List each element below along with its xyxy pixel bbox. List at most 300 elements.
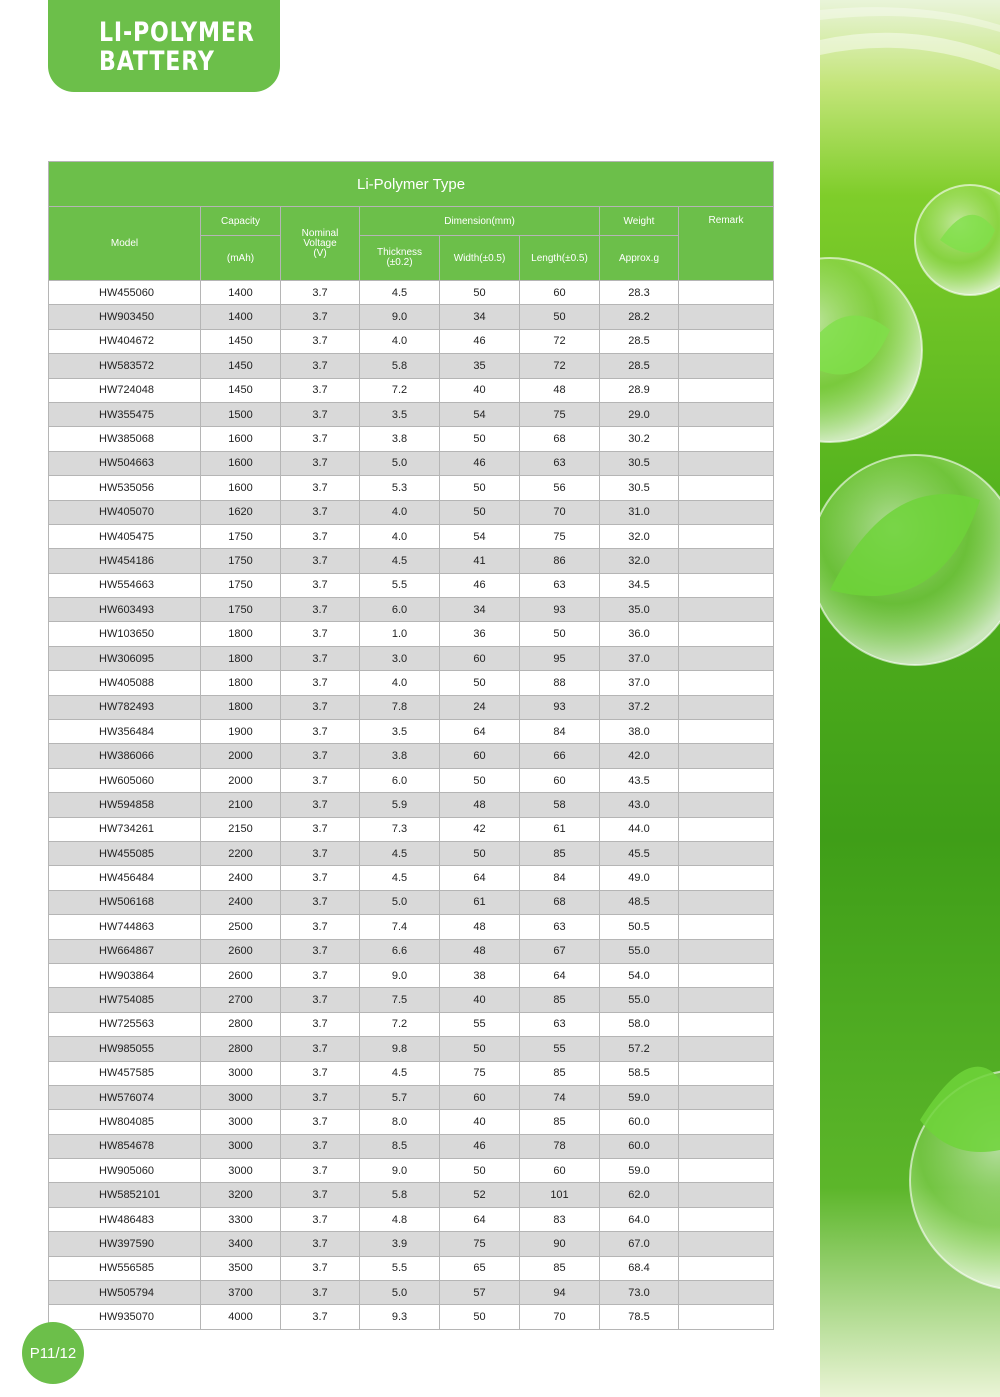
weight-cell: 58.0	[600, 1012, 679, 1036]
remark-header: Remark	[679, 207, 774, 281]
table-title: Li-Polymer Type	[49, 162, 774, 207]
width-cell: 50	[440, 841, 520, 865]
brand-title-line1: LI-POLYMER	[99, 17, 255, 48]
voltage-cell: 3.7	[281, 1305, 360, 1329]
width-cell: 57	[440, 1281, 520, 1305]
remark-cell	[679, 1232, 774, 1256]
remark-cell	[679, 646, 774, 670]
capacity-cell: 2200	[201, 841, 281, 865]
width-cell: 64	[440, 720, 520, 744]
length-cell: 60	[520, 1159, 600, 1183]
weight-cell: 37.0	[600, 646, 679, 670]
thickness-cell: 1.0	[360, 622, 440, 646]
capacity-cell: 1800	[201, 695, 281, 719]
thickness-cell: 9.0	[360, 963, 440, 987]
voltage-cell: 3.7	[281, 500, 360, 524]
remark-cell	[679, 1012, 774, 1036]
remark-cell	[679, 793, 774, 817]
thickness-header-line1: Thickness	[376, 247, 422, 258]
capacity-cell: 2700	[201, 988, 281, 1012]
table-row	[49, 841, 774, 865]
remark-cell	[679, 549, 774, 573]
width-cell: 75	[440, 1232, 520, 1256]
capacity-cell: 2150	[201, 817, 281, 841]
model-cell: HW935070	[49, 1305, 201, 1329]
capacity-cell: 3700	[201, 1281, 281, 1305]
voltage-cell: 3.7	[281, 841, 360, 865]
length-cell: 50	[520, 305, 600, 329]
model-cell: HW306095	[49, 646, 201, 670]
voltage-header-line2: Voltage	[303, 237, 337, 249]
remark-cell	[679, 939, 774, 963]
weight-cell: 28.5	[600, 354, 679, 378]
capacity-cell: 1800	[201, 646, 281, 670]
weight-cell: 36.0	[600, 622, 679, 646]
length-cell: 93	[520, 695, 600, 719]
thickness-cell: 7.2	[360, 378, 440, 402]
width-cell: 34	[440, 598, 520, 622]
remark-cell	[679, 476, 774, 500]
capacity-cell: 2600	[201, 939, 281, 963]
length-cell: 60	[520, 768, 600, 792]
voltage-cell: 3.7	[281, 354, 360, 378]
thickness-cell: 5.8	[360, 354, 440, 378]
thickness-cell: 4.5	[360, 866, 440, 890]
width-cell: 55	[440, 1012, 520, 1036]
width-cell: 48	[440, 793, 520, 817]
length-cell: 94	[520, 1281, 600, 1305]
capacity-cell: 1800	[201, 671, 281, 695]
remark-cell	[679, 1281, 774, 1305]
table-row	[49, 1281, 774, 1305]
remark-cell	[679, 451, 774, 475]
capacity-cell: 1450	[201, 354, 281, 378]
thickness-cell: 3.8	[360, 427, 440, 451]
table-row	[49, 451, 774, 475]
voltage-cell: 3.7	[281, 1256, 360, 1280]
remark-cell	[679, 963, 774, 987]
remark-cell	[679, 866, 774, 890]
model-cell: HW404672	[49, 329, 201, 353]
length-cell: 60	[520, 281, 600, 305]
remark-cell	[679, 378, 774, 402]
voltage-cell: 3.7	[281, 1183, 360, 1207]
weight-header: Weight	[600, 207, 679, 236]
model-cell: HW455060	[49, 281, 201, 305]
thickness-cell: 4.5	[360, 841, 440, 865]
weight-cell: 78.5	[600, 1305, 679, 1329]
length-cell: 72	[520, 329, 600, 353]
brand-title	[99, 18, 255, 76]
capacity-cell: 1620	[201, 500, 281, 524]
length-cell: 68	[520, 427, 600, 451]
model-cell: HW583572	[49, 354, 201, 378]
width-cell: 50	[440, 768, 520, 792]
voltage-cell: 3.7	[281, 890, 360, 914]
capacity-cell: 2800	[201, 1012, 281, 1036]
table-row	[49, 524, 774, 548]
model-cell: HW456484	[49, 866, 201, 890]
capacity-cell: 3000	[201, 1134, 281, 1158]
weight-cell: 37.0	[600, 671, 679, 695]
weight-cell: 32.0	[600, 549, 679, 573]
model-cell: HW903450	[49, 305, 201, 329]
length-cell: 83	[520, 1207, 600, 1231]
capacity-cell: 1750	[201, 524, 281, 548]
width-cell: 61	[440, 890, 520, 914]
capacity-cell: 3500	[201, 1256, 281, 1280]
remark-cell	[679, 890, 774, 914]
model-cell: HW782493	[49, 695, 201, 719]
voltage-cell: 3.7	[281, 646, 360, 670]
table-row	[49, 281, 774, 305]
capacity-cell: 1750	[201, 573, 281, 597]
length-cell: 85	[520, 841, 600, 865]
length-cell: 50	[520, 622, 600, 646]
capacity-cell: 2800	[201, 1037, 281, 1061]
width-cell: 60	[440, 1085, 520, 1109]
table-body	[49, 281, 774, 1330]
model-cell: HW554663	[49, 573, 201, 597]
width-cell: 36	[440, 622, 520, 646]
weight-cell: 35.0	[600, 598, 679, 622]
voltage-cell: 3.7	[281, 939, 360, 963]
length-cell: 101	[520, 1183, 600, 1207]
model-cell: HW724048	[49, 378, 201, 402]
thickness-cell: 7.3	[360, 817, 440, 841]
width-cell: 34	[440, 305, 520, 329]
thickness-header	[360, 236, 440, 281]
model-cell: HW504663	[49, 451, 201, 475]
table-row	[49, 354, 774, 378]
weight-cell: 30.2	[600, 427, 679, 451]
capacity-cell: 3400	[201, 1232, 281, 1256]
weight-cell: 28.5	[600, 329, 679, 353]
thickness-cell: 4.0	[360, 671, 440, 695]
weight-cell: 29.0	[600, 402, 679, 426]
dimension-header: Dimension(mm)	[360, 207, 600, 236]
table-row	[49, 402, 774, 426]
model-cell: HW405070	[49, 500, 201, 524]
capacity-cell: 3000	[201, 1110, 281, 1134]
remark-cell	[679, 598, 774, 622]
voltage-cell: 3.7	[281, 1159, 360, 1183]
capacity-cell: 3200	[201, 1183, 281, 1207]
capacity-cell: 1400	[201, 305, 281, 329]
voltage-cell: 3.7	[281, 1281, 360, 1305]
capacity-cell: 1450	[201, 329, 281, 353]
model-cell: HW455085	[49, 841, 201, 865]
remark-cell	[679, 1305, 774, 1329]
thickness-cell: 3.5	[360, 402, 440, 426]
remark-cell	[679, 1134, 774, 1158]
remark-cell	[679, 281, 774, 305]
voltage-cell: 3.7	[281, 720, 360, 744]
remark-cell	[679, 744, 774, 768]
model-cell: HW535056	[49, 476, 201, 500]
weight-cell: 48.5	[600, 890, 679, 914]
table-row	[49, 963, 774, 987]
remark-cell	[679, 427, 774, 451]
length-cell: 63	[520, 451, 600, 475]
weight-cell: 73.0	[600, 1281, 679, 1305]
remark-cell	[679, 354, 774, 378]
model-header: Model	[49, 207, 201, 281]
capacity-cell: 2500	[201, 915, 281, 939]
capacity-cell: 1450	[201, 378, 281, 402]
voltage-cell: 3.7	[281, 549, 360, 573]
table-row	[49, 866, 774, 890]
table-row	[49, 549, 774, 573]
capacity-header: Capacity	[201, 207, 281, 236]
weight-cell: 28.2	[600, 305, 679, 329]
model-cell: HW386066	[49, 744, 201, 768]
width-cell: 40	[440, 1110, 520, 1134]
length-cell: 56	[520, 476, 600, 500]
thickness-cell: 6.6	[360, 939, 440, 963]
width-cell: 50	[440, 1037, 520, 1061]
weight-cell: 28.3	[600, 281, 679, 305]
voltage-cell: 3.7	[281, 1232, 360, 1256]
width-cell: 40	[440, 378, 520, 402]
table-row	[49, 622, 774, 646]
weight-cell: 43.0	[600, 793, 679, 817]
voltage-cell: 3.7	[281, 695, 360, 719]
weight-cell: 43.5	[600, 768, 679, 792]
length-cell: 58	[520, 793, 600, 817]
voltage-cell: 3.7	[281, 1012, 360, 1036]
weight-unit: Approx.g	[600, 236, 679, 281]
model-cell: HW804085	[49, 1110, 201, 1134]
table-row	[49, 1159, 774, 1183]
model-cell: HW505794	[49, 1281, 201, 1305]
thickness-cell: 4.0	[360, 524, 440, 548]
table-row	[49, 671, 774, 695]
length-cell: 75	[520, 524, 600, 548]
width-cell: 35	[440, 354, 520, 378]
width-cell: 46	[440, 329, 520, 353]
thickness-cell: 8.5	[360, 1134, 440, 1158]
table-row	[49, 720, 774, 744]
model-cell: HW576074	[49, 1085, 201, 1109]
weight-cell: 42.0	[600, 744, 679, 768]
length-cell: 63	[520, 1012, 600, 1036]
width-cell: 46	[440, 451, 520, 475]
model-cell: HW734261	[49, 817, 201, 841]
page-number-badge: P11/12	[22, 1322, 84, 1384]
capacity-cell: 1750	[201, 598, 281, 622]
thickness-cell: 9.0	[360, 1159, 440, 1183]
length-cell: 70	[520, 1305, 600, 1329]
thickness-cell: 7.4	[360, 915, 440, 939]
table-row	[49, 476, 774, 500]
brand-title-line2: BATTERY	[99, 46, 215, 77]
model-cell: HW405475	[49, 524, 201, 548]
model-cell: HW754085	[49, 988, 201, 1012]
width-cell: 50	[440, 476, 520, 500]
voltage-cell: 3.7	[281, 598, 360, 622]
voltage-header-line1: Nominal	[301, 227, 339, 239]
width-cell: 60	[440, 744, 520, 768]
model-cell: HW454186	[49, 549, 201, 573]
width-cell: 46	[440, 1134, 520, 1158]
capacity-cell: 1400	[201, 281, 281, 305]
length-cell: 75	[520, 402, 600, 426]
capacity-cell: 2400	[201, 866, 281, 890]
capacity-cell: 2100	[201, 793, 281, 817]
model-cell: HW405088	[49, 671, 201, 695]
voltage-cell: 3.7	[281, 1110, 360, 1134]
thickness-cell: 9.3	[360, 1305, 440, 1329]
length-cell: 78	[520, 1134, 600, 1158]
voltage-cell: 3.7	[281, 573, 360, 597]
remark-cell	[679, 915, 774, 939]
table-row	[49, 1232, 774, 1256]
weight-cell: 60.0	[600, 1134, 679, 1158]
length-cell: 85	[520, 1256, 600, 1280]
remark-cell	[679, 1110, 774, 1134]
remark-cell	[679, 1256, 774, 1280]
model-cell: HW603493	[49, 598, 201, 622]
model-cell: HW5852101	[49, 1183, 201, 1207]
weight-cell: 44.0	[600, 817, 679, 841]
model-cell: HW103650	[49, 622, 201, 646]
capacity-cell: 1600	[201, 451, 281, 475]
capacity-cell: 1750	[201, 549, 281, 573]
model-cell: HW355475	[49, 402, 201, 426]
width-cell: 50	[440, 427, 520, 451]
model-cell: HW397590	[49, 1232, 201, 1256]
width-cell: 41	[440, 549, 520, 573]
leaf-bubble-icon	[820, 0, 1000, 1397]
thickness-cell: 3.8	[360, 744, 440, 768]
table-row	[49, 695, 774, 719]
model-cell: HW664867	[49, 939, 201, 963]
weight-cell: 30.5	[600, 451, 679, 475]
thickness-cell: 5.0	[360, 1281, 440, 1305]
model-cell: HW605060	[49, 768, 201, 792]
thickness-cell: 7.2	[360, 1012, 440, 1036]
model-cell: HW985055	[49, 1037, 201, 1061]
remark-cell	[679, 841, 774, 865]
width-cell: 52	[440, 1183, 520, 1207]
length-cell: 72	[520, 354, 600, 378]
table-row	[49, 1061, 774, 1085]
width-cell: 46	[440, 573, 520, 597]
voltage-cell: 3.7	[281, 1207, 360, 1231]
voltage-cell: 3.7	[281, 768, 360, 792]
weight-cell: 34.5	[600, 573, 679, 597]
thickness-cell: 5.5	[360, 573, 440, 597]
voltage-cell: 3.7	[281, 744, 360, 768]
voltage-cell: 3.7	[281, 915, 360, 939]
voltage-cell: 3.7	[281, 427, 360, 451]
width-cell: 54	[440, 524, 520, 548]
length-cell: 88	[520, 671, 600, 695]
voltage-cell: 3.7	[281, 1134, 360, 1158]
weight-cell: 68.4	[600, 1256, 679, 1280]
width-cell: 40	[440, 988, 520, 1012]
remark-cell	[679, 500, 774, 524]
weight-cell: 59.0	[600, 1159, 679, 1183]
remark-cell	[679, 768, 774, 792]
remark-cell	[679, 573, 774, 597]
thickness-cell: 7.8	[360, 695, 440, 719]
capacity-cell: 2000	[201, 768, 281, 792]
table-row	[49, 427, 774, 451]
model-cell: HW356484	[49, 720, 201, 744]
weight-cell: 32.0	[600, 524, 679, 548]
table-row	[49, 915, 774, 939]
capacity-cell: 1500	[201, 402, 281, 426]
voltage-cell: 3.7	[281, 622, 360, 646]
thickness-cell: 5.5	[360, 1256, 440, 1280]
length-cell: 90	[520, 1232, 600, 1256]
length-cell: 84	[520, 720, 600, 744]
thickness-cell: 5.0	[360, 451, 440, 475]
voltage-cell: 3.7	[281, 1085, 360, 1109]
voltage-cell: 3.7	[281, 1037, 360, 1061]
width-cell: 50	[440, 1159, 520, 1183]
weight-cell: 55.0	[600, 988, 679, 1012]
width-header: Width(±0.5)	[440, 236, 520, 281]
voltage-unit: (V)	[313, 247, 327, 259]
model-cell: HW385068	[49, 427, 201, 451]
length-cell: 85	[520, 988, 600, 1012]
table-row	[49, 500, 774, 524]
table-row	[49, 329, 774, 353]
model-cell: HW903864	[49, 963, 201, 987]
thickness-cell: 8.0	[360, 1110, 440, 1134]
width-cell: 54	[440, 402, 520, 426]
width-cell: 64	[440, 866, 520, 890]
length-cell: 70	[520, 500, 600, 524]
weight-cell: 37.2	[600, 695, 679, 719]
capacity-unit: (mAh)	[201, 236, 281, 281]
model-cell: HW854678	[49, 1134, 201, 1158]
table-row	[49, 793, 774, 817]
table-row	[49, 890, 774, 914]
capacity-cell: 4000	[201, 1305, 281, 1329]
voltage-cell: 3.7	[281, 402, 360, 426]
capacity-cell: 1600	[201, 427, 281, 451]
voltage-cell: 3.7	[281, 281, 360, 305]
weight-cell: 28.9	[600, 378, 679, 402]
weight-cell: 45.5	[600, 841, 679, 865]
weight-cell: 57.2	[600, 1037, 679, 1061]
model-cell: HW556585	[49, 1256, 201, 1280]
thickness-cell: 3.5	[360, 720, 440, 744]
table-row	[49, 1305, 774, 1329]
table-row	[49, 1012, 774, 1036]
voltage-cell: 3.7	[281, 329, 360, 353]
length-cell: 66	[520, 744, 600, 768]
width-cell: 24	[440, 695, 520, 719]
capacity-cell: 2000	[201, 744, 281, 768]
width-cell: 50	[440, 671, 520, 695]
voltage-cell: 3.7	[281, 305, 360, 329]
width-cell: 42	[440, 817, 520, 841]
width-cell: 50	[440, 1305, 520, 1329]
table-row	[49, 305, 774, 329]
length-cell: 85	[520, 1110, 600, 1134]
capacity-cell: 2400	[201, 890, 281, 914]
length-cell: 85	[520, 1061, 600, 1085]
spec-table	[48, 161, 774, 1330]
width-cell: 48	[440, 939, 520, 963]
voltage-cell: 3.7	[281, 524, 360, 548]
table-row	[49, 1183, 774, 1207]
